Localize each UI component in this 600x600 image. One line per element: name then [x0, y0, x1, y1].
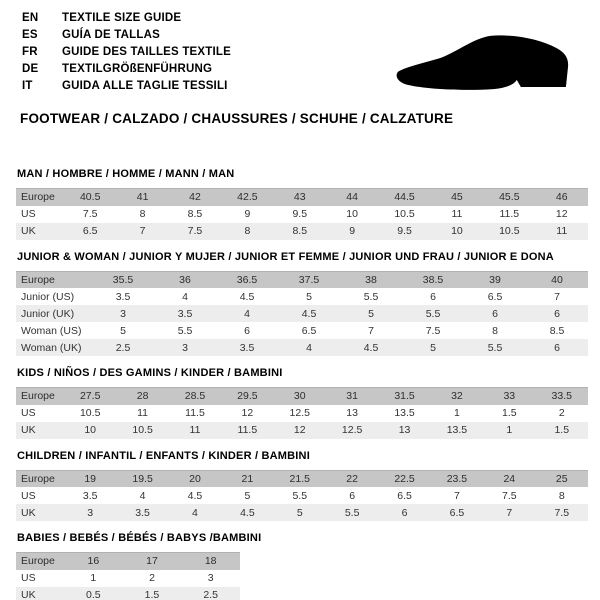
size-value: 36 — [179, 273, 191, 286]
language-code: IT — [22, 79, 33, 92]
size-value: 2 — [558, 407, 565, 419]
size-value: 8 — [244, 225, 251, 237]
size-value: 35.5 — [112, 273, 134, 286]
row-label: Europe — [21, 273, 55, 286]
size-value: 33 — [503, 390, 516, 403]
row-label: Junior (US) — [21, 290, 75, 303]
size-value: 9.5 — [292, 208, 308, 220]
size-value: 42.5 — [237, 191, 258, 204]
size-value: 40.5 — [79, 191, 101, 204]
size-value: 10.5 — [79, 407, 101, 419]
size-value: 30 — [293, 390, 306, 403]
language-code: ES — [22, 28, 38, 41]
size-value: 9 — [349, 225, 356, 237]
size-value: 6 — [401, 506, 408, 519]
size-value: 19.5 — [132, 472, 153, 485]
size-value: 6 — [492, 307, 498, 320]
size-value: 7 — [454, 489, 460, 502]
row-label: Europe — [21, 472, 55, 485]
size-value: 13.5 — [446, 424, 468, 436]
size-value: 1.5 — [554, 424, 570, 436]
size-value: 11.5 — [499, 208, 520, 220]
size-value: 25 — [555, 472, 568, 485]
size-value: 5 — [430, 341, 436, 354]
size-value: 44.5 — [394, 191, 415, 204]
size-value: 38.5 — [422, 273, 444, 286]
size-section — [16, 367, 600, 439]
row-label: US — [21, 572, 36, 584]
size-value: 4 — [306, 341, 312, 354]
table-row — [16, 339, 588, 356]
size-value: 4 — [244, 307, 250, 320]
size-section — [16, 251, 600, 357]
row-label: US — [21, 407, 36, 419]
size-value: 12 — [241, 407, 254, 419]
language-code: FR — [22, 45, 38, 58]
size-value: 3.5 — [239, 341, 255, 354]
language-label: GUIDA ALLE TAGLIE TESSILI — [62, 79, 228, 92]
size-sections — [16, 168, 600, 600]
size-value: 5.5 — [177, 324, 193, 337]
size-value: 11.5 — [185, 407, 205, 419]
row-label: Woman (US) — [21, 324, 82, 337]
size-value: 12.5 — [341, 424, 363, 436]
size-value: 6.5 — [82, 225, 98, 237]
size-value: 4.5 — [187, 489, 203, 502]
language-label: TEXTILE SIZE GUIDE — [62, 11, 182, 24]
size-value: 28.5 — [184, 390, 206, 403]
row-label: UK — [21, 424, 36, 436]
category-title: FOOTWEAR / CALZADO / CHAUSSURES / SCHUHE / CALZATURE — [20, 111, 454, 126]
table-row — [16, 470, 588, 487]
size-value: 37.5 — [298, 273, 320, 286]
size-value: 3 — [120, 307, 126, 320]
size-value: 45 — [451, 191, 463, 204]
size-value: 5.5 — [487, 341, 503, 354]
size-value: 4.5 — [363, 341, 379, 354]
size-value: 7 — [554, 290, 560, 303]
size-value: 1 — [506, 424, 513, 436]
row-label: Europe — [21, 390, 55, 403]
size-section — [16, 532, 600, 600]
row-label: UK — [21, 225, 36, 237]
size-value: 18 — [204, 555, 217, 568]
language-code: EN — [22, 11, 39, 24]
table-row — [16, 223, 588, 240]
size-value: 11 — [556, 225, 568, 237]
size-value: 21 — [241, 472, 254, 485]
size-value: 13 — [398, 424, 411, 436]
size-section — [16, 450, 600, 522]
size-value: 5.5 — [344, 506, 360, 519]
size-value: 11 — [137, 407, 149, 419]
section-title: MAN / HOMBRE / HOMME / MANN / MAN — [17, 168, 235, 180]
size-value: 5.5 — [363, 290, 379, 303]
size-value: 21.5 — [289, 472, 310, 485]
size-value: 42 — [189, 191, 201, 204]
size-table — [16, 552, 240, 600]
size-table — [16, 188, 588, 240]
language-label: TEXTILGRÖßENFÜHRUNG — [62, 62, 213, 75]
table-row — [16, 388, 588, 405]
size-value: 5 — [120, 324, 126, 337]
size-value: 7.5 — [502, 489, 517, 502]
size-value: 10.5 — [132, 424, 153, 436]
size-value: 8.5 — [292, 225, 308, 237]
size-value: 2 — [149, 572, 155, 584]
size-value: 39 — [489, 273, 501, 286]
size-value: 3.5 — [177, 307, 193, 320]
table-row — [16, 405, 588, 422]
language-label: GUÍA DE TALLAS — [62, 28, 160, 41]
section-title: BABIES / BEBÉS / BÉBÉS / BABYS /BAMBINI — [17, 532, 262, 544]
size-value: 6.5 — [449, 506, 465, 519]
size-value: 11.5 — [237, 424, 258, 436]
size-value: 7.5 — [425, 324, 441, 337]
size-value: 9.5 — [397, 225, 412, 237]
size-value: 6 — [430, 290, 436, 303]
size-value: 5 — [244, 489, 251, 502]
size-value: 5 — [296, 506, 303, 519]
shoe-icon — [396, 33, 570, 93]
size-value: 12.5 — [289, 407, 310, 419]
size-value: 19 — [84, 472, 97, 485]
size-value: 31.5 — [394, 390, 415, 403]
size-value: 27.5 — [79, 390, 101, 403]
size-value: 24 — [503, 472, 516, 485]
table-row — [16, 322, 588, 339]
size-value: 22.5 — [394, 472, 415, 485]
size-value: 5.5 — [292, 489, 308, 502]
size-value: 7.5 — [82, 208, 98, 220]
size-value: 4.5 — [240, 506, 255, 519]
size-value: 20 — [189, 472, 201, 485]
size-value: 6.5 — [301, 324, 317, 337]
table-row — [16, 487, 588, 504]
size-value: 46 — [555, 191, 568, 204]
size-value: 4 — [139, 489, 146, 502]
size-value: 3.5 — [115, 290, 131, 303]
size-value: 12 — [293, 424, 306, 436]
row-label: US — [21, 208, 36, 220]
table-row — [16, 305, 588, 322]
size-table — [16, 271, 588, 357]
size-value: 2.5 — [203, 589, 218, 600]
size-value: 4.5 — [301, 307, 317, 320]
size-value: 11 — [189, 424, 201, 436]
size-value: 13.5 — [394, 407, 415, 419]
size-value: 1.5 — [144, 589, 160, 600]
size-value: 6 — [554, 341, 560, 354]
size-value: 8 — [558, 489, 565, 502]
size-value: 7 — [506, 506, 513, 519]
size-value: 1 — [454, 407, 460, 419]
table-row — [16, 288, 588, 305]
language-label: GUIDE DES TAILLES TEXTILE — [62, 45, 231, 58]
table-row — [16, 206, 588, 223]
size-value: 43 — [293, 191, 306, 204]
size-value: 12 — [555, 208, 568, 220]
size-value: 32 — [451, 390, 463, 403]
table-row — [16, 422, 588, 439]
size-value: 45.5 — [499, 191, 520, 204]
size-value: 7 — [368, 324, 374, 337]
size-value: 10 — [451, 225, 463, 237]
size-value: 44 — [346, 191, 358, 204]
size-value: 16 — [87, 555, 100, 568]
language-row — [22, 9, 600, 26]
size-value: 28 — [136, 390, 149, 403]
size-value: 5 — [368, 307, 374, 320]
size-value: 22 — [346, 472, 358, 485]
size-value: 6.5 — [487, 290, 503, 303]
size-value: 4 — [192, 506, 198, 519]
size-section — [16, 168, 600, 240]
size-value: 3 — [182, 341, 188, 354]
size-value: 7.5 — [187, 225, 203, 237]
size-value: 5 — [306, 290, 312, 303]
size-value: 3.5 — [82, 489, 98, 502]
size-value: 8.5 — [549, 324, 565, 337]
size-value: 38 — [365, 273, 377, 286]
size-table — [16, 387, 588, 439]
table-row — [16, 271, 588, 288]
row-label: UK — [21, 589, 36, 600]
row-label: Europe — [21, 555, 55, 568]
size-value: 4.5 — [239, 290, 255, 303]
size-value: 6 — [349, 489, 356, 502]
size-value: 29.5 — [237, 390, 258, 403]
size-value: 10.5 — [499, 225, 520, 237]
row-label: Woman (UK) — [21, 341, 82, 354]
row-label: Europe — [21, 191, 55, 204]
size-value: 40 — [551, 273, 563, 286]
size-value: 6.5 — [397, 489, 412, 502]
size-value: 31 — [346, 390, 358, 403]
section-title: CHILDREN / INFANTIL / ENFANTS / KINDER / BAMBINI — [17, 449, 310, 462]
size-value: 1.5 — [502, 407, 517, 419]
table-row — [16, 570, 240, 587]
size-value: 23.5 — [446, 472, 468, 485]
size-value: 1 — [90, 572, 97, 584]
table-row — [16, 553, 240, 570]
size-table — [16, 470, 588, 522]
section-title: KIDS / NIÑOS / DES GAMINS / KINDER / BAMBINI — [17, 367, 283, 379]
size-value: 17 — [146, 555, 158, 568]
row-label: UK — [21, 506, 36, 519]
size-value: 2.5 — [115, 341, 131, 354]
language-code: DE — [22, 62, 39, 75]
size-value: 8 — [139, 208, 146, 220]
size-value: 7.5 — [554, 506, 570, 519]
size-value: 10 — [346, 208, 358, 220]
section-title: JUNIOR & WOMAN / JUNIOR Y MUJER / JUNIOR ET FEMME / JUNIOR UND FRAU / JUNIOR E DONA — [17, 250, 554, 263]
table-row — [16, 189, 588, 206]
size-value: 8 — [492, 324, 498, 337]
size-value: 36.5 — [236, 273, 258, 286]
size-value: 3 — [87, 506, 94, 519]
size-value: 9 — [244, 208, 251, 220]
size-value: 10 — [84, 424, 97, 436]
table-row — [16, 504, 588, 521]
size-value: 4 — [182, 290, 188, 303]
size-value: 7 — [139, 225, 146, 237]
size-value: 8.5 — [187, 208, 203, 220]
size-value: 11 — [451, 208, 463, 220]
size-value: 41 — [136, 191, 149, 204]
size-value: 3 — [207, 572, 214, 584]
size-value: 6 — [554, 307, 560, 320]
row-label: US — [21, 489, 36, 502]
size-value: 6 — [244, 324, 250, 337]
size-value: 10.5 — [394, 208, 415, 220]
row-label: Junior (UK) — [21, 307, 75, 320]
size-value: 3.5 — [135, 506, 150, 519]
table-row — [16, 587, 240, 600]
size-value: 5.5 — [425, 307, 441, 320]
size-value: 33.5 — [551, 390, 572, 403]
size-value: 0.5 — [86, 589, 101, 600]
size-value: 13 — [346, 407, 358, 419]
